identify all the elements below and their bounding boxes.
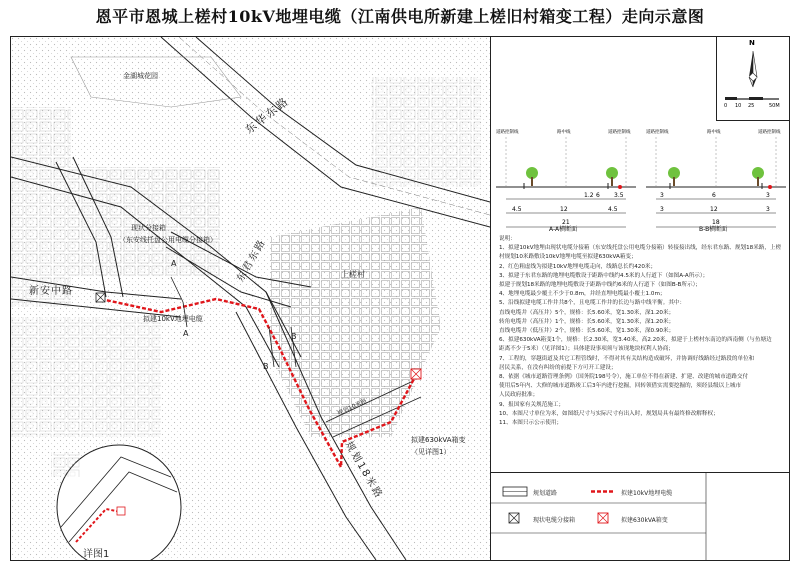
note-line: 使用后5年内、大修的城市道路竣工后3年内进行挖掘，回转领借实需要挖掘的，须经县级以上城市 [499, 383, 742, 390]
section-b-label-center: 路中线 [707, 130, 721, 135]
note-line: 10、本图尺寸单位为米，如图纸尺寸与实际尺寸有出入时，规划局具有最终修改解释权； [499, 410, 719, 417]
note-line: 5、沿线拟建电缆工作井共8个，且电缆工作井的长边与路中线平衡。其中： [499, 300, 686, 307]
legend-cable: 拟建10kV地埋电缆 [621, 490, 673, 497]
scale-tick-3: 50M [769, 103, 780, 109]
section-a-label-left: 道路控制线 [496, 130, 519, 135]
label-section-b1: B [263, 362, 269, 371]
existing-box-marker [96, 293, 105, 302]
note-line: 7、工程的，穿越街道及其它工程管线时，不得对其有关结构造成破坏，并协调好线路经过路段的单位和 [499, 355, 755, 362]
section-b-dim-2: 6 [712, 192, 716, 199]
section-b-label-right: 道路控制线 [758, 130, 781, 135]
section-a-bot-2: 12 [560, 206, 568, 213]
label-planned-18m-road: 规划18米路 [342, 439, 385, 502]
building-area-west [11, 107, 71, 307]
scale-tick-2: 25 [748, 103, 755, 109]
compass-box [716, 37, 790, 121]
label-existing-box: 现状分接箱 [131, 224, 166, 232]
note-line: 8、依据《城市道路管理条例》（国务院198号令），施工单位不得在新建、扩建、改建的城市道路交付 [499, 374, 749, 381]
legend-planned-road: 规划道路 [533, 490, 558, 497]
note-line: 4、地埋电缆最少覆土不少于0.8m，并经直埋电缆最小覆土1.0m； [499, 291, 666, 298]
label-section-b2: B [291, 332, 297, 341]
label-transformer-sub: （见详图1） [411, 448, 451, 456]
section-b-caption: B-B横断面 [699, 226, 728, 233]
label-section-a2: A [183, 329, 189, 338]
legend-new-transformer: 拟建630kVA箱变 [621, 517, 668, 524]
north-label: N [749, 39, 755, 47]
scale-tick-0: 0 [724, 103, 728, 109]
drawing-title: 恩平市恩城上槎村10kV地埋电缆（江南供电所新建上槎旧村箱变工程）走向示意图 [95, 7, 705, 26]
note-line: 2、红色粗虚线为拟建10kV地埋电缆走向，线路总长约420米； [499, 263, 657, 270]
scale-tick-1: 10 [735, 103, 742, 109]
note-line: 6、拟建630kVA箱变1个，规格：长2.30米，宽3.40米，高2.20米，拟建于上槎村东南边的西南侧（与鱼塘边 [499, 337, 772, 344]
section-a-total: 21 [562, 219, 570, 226]
section-a-dim-1: 1.2 [584, 192, 594, 199]
notes-block [499, 235, 787, 428]
label-planned-10m-road: 规划10米路 [336, 397, 369, 418]
section-b-dim-1: 3 [660, 192, 664, 199]
note-line: 1、拟建10kV地埋由现状电缆分接箱（东安线托盘公用电缆分接箱）转接接出线，经东君东路、规划18米路，上槎 [499, 245, 782, 252]
section-a-dim-3: 3.5 [614, 192, 624, 199]
building-area-northeast [371, 77, 481, 187]
section-b [646, 129, 786, 234]
note-line: 村规划10米路敷设10kV地埋电缆至拟建630kVA箱变； [499, 254, 637, 261]
note-line: 11、本图只示公示使用； [499, 420, 563, 427]
section-a-caption: A-A横断面 [549, 226, 578, 233]
note-line: 距离不少于5米）（见详图1）；具体建设事项须与该现地块权利人协商； [499, 346, 674, 353]
transformer-marker [411, 369, 421, 379]
map-area [11, 37, 490, 560]
label-cable: 拟建10kV地埋电缆 [143, 315, 203, 323]
note-line: 转角电缆井（高压井）1个，规格：长5.60米，宽1.30米，深1.20米； [499, 318, 675, 325]
section-b-dim-3: 3 [766, 192, 770, 199]
info-panel [490, 37, 789, 560]
section-a [496, 129, 636, 234]
note-line: 拟建于规划18米路的地埋电缆敷设于距路中线约6米的人行道下（如图B-B所示）； [499, 282, 701, 289]
section-b-bot-1: 3 [660, 206, 664, 213]
label-existing-box-sub: （东安线托盘公用电缆分接箱） [119, 236, 217, 244]
label-transformer: 拟建630kVA箱变 [411, 436, 466, 444]
note-line: 人民政府批准； [499, 392, 539, 399]
section-b-label-left: 道路控制线 [646, 130, 669, 135]
section-a-bot-1: 4.5 [512, 206, 522, 213]
building-area-center [71, 167, 221, 277]
section-a-label-right: 道路控制线 [608, 130, 631, 135]
note-line: 居民关系，在没有纠纷的前提下方可开工建设； [499, 364, 617, 371]
legend [491, 472, 790, 561]
section-a-label-center: 路中线 [557, 130, 571, 135]
label-dongyi-road: 东君东路 [234, 236, 269, 285]
building-area-southwest [11, 317, 161, 437]
note-line: 9、报国家有关规范施工； [499, 401, 565, 408]
section-b-bot-2: 12 [710, 206, 718, 213]
note-line: 直线电缆井（低压井）2个，规格：长5.60米，宽1.30米，深0.90米； [499, 328, 675, 335]
note-line: 3、拟建于东君东路的地埋电缆敷设于距路中线约4.5米的人行道下（如图A-A所示）； [499, 272, 709, 279]
label-xinan-road: 新安中路 [29, 286, 73, 297]
label-dongdong-road: 东华东路 [242, 94, 292, 137]
note-line: 直线电缆井（高压井）5个，规格：长5.60米，宽1.30米，深1.20米； [499, 309, 675, 316]
map-svg [11, 37, 490, 560]
note-line: 说明： [499, 236, 516, 242]
legend-existing-box: 现状电缆分接箱 [533, 517, 576, 524]
label-jinhu: 金湖城花园 [123, 72, 158, 80]
label-detail-1: 详图1 [83, 549, 110, 560]
detail-1-inset [51, 445, 181, 560]
label-shangcha-village: 上槎村 [341, 270, 365, 279]
section-a-dim-2: 6 [596, 192, 600, 199]
section-b-total: 18 [712, 219, 720, 226]
section-a-bot-3: 4.5 [608, 206, 618, 213]
section-b-bot-3: 3 [766, 206, 770, 213]
label-section-a1: A [171, 259, 177, 268]
